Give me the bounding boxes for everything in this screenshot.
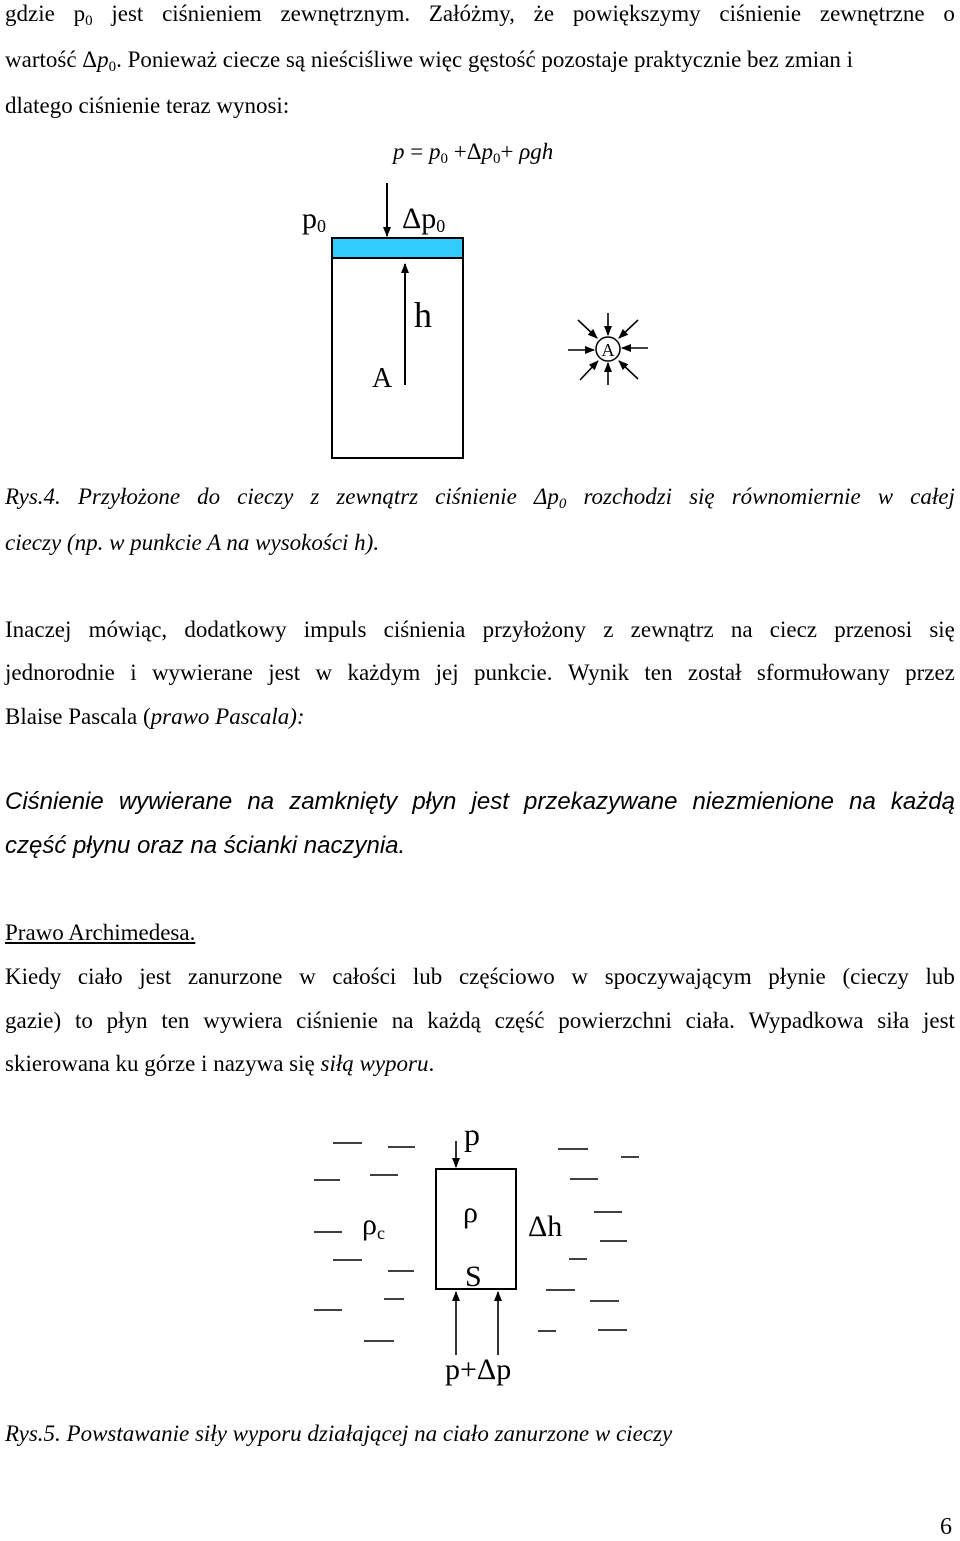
word: spoczywającym bbox=[604, 964, 752, 989]
word: jest bbox=[111, 1, 144, 26]
para-2-line-1 bbox=[5, 616, 955, 644]
point-a-label: A bbox=[372, 363, 393, 394]
sym: p bbox=[481, 139, 493, 164]
word: powierzchni bbox=[558, 1008, 672, 1033]
sym: gh bbox=[530, 139, 554, 164]
word: płyn bbox=[106, 1008, 148, 1033]
word: się bbox=[929, 617, 955, 642]
p-top-label: p bbox=[464, 1116, 480, 1152]
word: impuls bbox=[303, 617, 367, 642]
word: płynie bbox=[768, 964, 826, 989]
word: zanurzone bbox=[187, 964, 283, 989]
text: cieczy (np. w punkcie A na wysokości h). bbox=[5, 530, 380, 555]
figure-4-pascal-vessel bbox=[0, 170, 960, 470]
word: dodatkowy bbox=[184, 617, 287, 642]
word: płyn bbox=[412, 788, 457, 815]
sym: p bbox=[428, 139, 441, 164]
vessel-walls bbox=[332, 258, 463, 458]
word: jej bbox=[435, 660, 459, 685]
word: jest bbox=[922, 1008, 955, 1033]
word: w bbox=[571, 964, 589, 989]
word: mówiąc, bbox=[88, 617, 168, 642]
text: Blaise Pascala ( bbox=[5, 704, 151, 729]
word: każdą bbox=[890, 788, 955, 815]
figure-4-caption-line-1 bbox=[5, 483, 955, 511]
word: Kiedy bbox=[5, 964, 62, 989]
archimedes-line-1 bbox=[5, 963, 955, 991]
word: siła bbox=[877, 1008, 910, 1033]
intro-line-3 bbox=[5, 92, 955, 120]
word: Inaczej bbox=[5, 617, 72, 642]
sym: = bbox=[404, 139, 429, 164]
word: na bbox=[849, 788, 876, 815]
text: p bbox=[97, 47, 109, 72]
word: ten bbox=[161, 1008, 190, 1033]
text: dlatego ciśnienie teraz wynosi: bbox=[5, 93, 290, 118]
word: zewnętrznym. bbox=[280, 1, 411, 26]
rho-c-label: ρc bbox=[362, 1208, 385, 1243]
arrow-icon bbox=[619, 320, 638, 338]
delta-h-label: Δh bbox=[528, 1210, 563, 1243]
word: na bbox=[247, 788, 275, 815]
word: i bbox=[130, 660, 137, 685]
liquid-surface-dashes bbox=[314, 1143, 639, 1341]
word: równomiernie bbox=[731, 484, 861, 509]
text: . Ponieważ ciecze są nieściśliwe więc gęstość pozostaje praktycznie bez zmian i bbox=[116, 47, 854, 72]
word: na bbox=[391, 1008, 414, 1033]
text: Prawo Archimedesa. bbox=[5, 920, 196, 945]
para-2-line-2 bbox=[5, 659, 955, 687]
word: jest bbox=[268, 660, 301, 685]
text: skierowana ku górze i nazywa się bbox=[5, 1051, 321, 1076]
word: $\Delta p_0$ bbox=[533, 484, 567, 512]
p-bottom-label: p+Δp bbox=[445, 1353, 512, 1386]
word: wywierane bbox=[118, 788, 233, 815]
word: ciśnieniem bbox=[162, 1, 262, 26]
word: każdym bbox=[347, 660, 421, 685]
sym: p bbox=[393, 139, 405, 164]
word: został bbox=[687, 660, 742, 685]
word: się bbox=[689, 484, 715, 509]
word: ciśnienie bbox=[719, 1, 802, 26]
word: że bbox=[533, 1, 555, 26]
text: prawo Pascala): bbox=[150, 704, 305, 729]
p0-label: p0 bbox=[302, 202, 326, 236]
word: jest bbox=[139, 964, 172, 989]
word: Wynik bbox=[567, 660, 630, 685]
word: w bbox=[315, 660, 333, 685]
figure-5-buoyancy bbox=[0, 1110, 960, 1400]
word: Załóżmy, bbox=[428, 1, 515, 26]
word: punkcie. bbox=[473, 660, 553, 685]
word: ciśnienie bbox=[296, 1008, 378, 1033]
text: część płynu oraz na ścianki naczynia. bbox=[5, 832, 406, 859]
pascal-law-line-2 bbox=[5, 832, 955, 860]
arrow-icon bbox=[619, 361, 638, 379]
pressure-arrows-diagram bbox=[568, 313, 648, 385]
text: wartość Δ bbox=[5, 47, 98, 72]
rho-label: ρ bbox=[463, 1196, 478, 1229]
word: z bbox=[310, 484, 320, 509]
word: gdzie bbox=[5, 1, 55, 26]
arrow-icon bbox=[578, 320, 597, 338]
page-number: 6 bbox=[940, 1514, 952, 1540]
word: lub bbox=[412, 964, 443, 989]
archimedes-line-3 bbox=[5, 1050, 955, 1078]
sym: ρ bbox=[519, 139, 531, 164]
text: . bbox=[428, 1051, 435, 1076]
word: każdą bbox=[427, 1008, 481, 1033]
word: lub bbox=[925, 964, 955, 989]
word: ciało bbox=[77, 964, 123, 989]
word: w bbox=[877, 484, 894, 509]
word: cieczy bbox=[237, 484, 294, 509]
intro-line-2 bbox=[5, 46, 955, 74]
word: niezmienione bbox=[692, 788, 834, 815]
archimedes-heading bbox=[5, 919, 195, 947]
pascal-law-line-1 bbox=[5, 788, 955, 816]
word: przekazywane bbox=[524, 788, 678, 815]
figure-4-caption-line-2 bbox=[5, 529, 955, 557]
sub: 0 bbox=[493, 151, 501, 167]
area-s-label: S bbox=[465, 1260, 482, 1293]
word: zewnątrz bbox=[630, 617, 714, 642]
intro-line-1 bbox=[5, 0, 955, 28]
word: Wypadkowa bbox=[748, 1008, 864, 1033]
word: jest bbox=[471, 788, 509, 815]
word: Ciśnienie bbox=[5, 788, 104, 815]
word: jednorodnie bbox=[5, 660, 115, 685]
word: przyłożony bbox=[482, 617, 587, 642]
word: z bbox=[603, 617, 614, 642]
word: część bbox=[494, 1008, 545, 1033]
word: wywierane bbox=[151, 660, 253, 685]
sym: +Δ bbox=[447, 139, 482, 164]
word: częściowo bbox=[458, 964, 555, 989]
word: $p_0$ bbox=[73, 1, 93, 29]
delta-p0-label: Δp0 bbox=[402, 202, 446, 236]
word: całej bbox=[910, 484, 955, 509]
circle-a-label: A bbox=[601, 340, 615, 360]
word: ciśnienia bbox=[383, 617, 466, 642]
word: ciśnienie bbox=[435, 484, 517, 509]
word: wywiera bbox=[203, 1008, 283, 1033]
word: do bbox=[197, 484, 221, 509]
word: o bbox=[943, 1, 955, 26]
word: ciała. bbox=[685, 1008, 735, 1033]
word: (cieczy bbox=[842, 964, 909, 989]
word: zamknięty bbox=[289, 788, 398, 815]
text: Rys.5. Powstawanie siły wyporu działającej na ciało zanurzone w cieczy bbox=[5, 1421, 673, 1446]
word: gazie) bbox=[5, 1008, 62, 1033]
sub: 0 bbox=[440, 151, 448, 167]
word: całości bbox=[332, 964, 397, 989]
word: sformułowany bbox=[756, 660, 890, 685]
piston bbox=[332, 238, 463, 258]
h-label: h bbox=[414, 295, 432, 335]
word: w bbox=[299, 964, 316, 989]
word: przenosi bbox=[834, 617, 913, 642]
subscript: 0 bbox=[108, 59, 117, 75]
arrow-icon bbox=[580, 361, 598, 380]
word: ten bbox=[644, 660, 673, 685]
archimedes-line-2 bbox=[5, 1007, 955, 1035]
word: przez bbox=[905, 660, 955, 685]
word: to bbox=[74, 1008, 93, 1033]
text: siłą wyporu bbox=[320, 1051, 429, 1076]
word: Rys.4. bbox=[5, 484, 61, 509]
word: zewnątrz bbox=[336, 484, 419, 509]
pressure-formula bbox=[393, 138, 553, 166]
word: rozchodzi bbox=[583, 484, 673, 509]
word: Przyłożone bbox=[77, 484, 181, 509]
sym: + bbox=[500, 139, 520, 164]
word: ciecz bbox=[769, 617, 818, 642]
para-2-line-3 bbox=[5, 703, 955, 731]
word: na bbox=[730, 617, 753, 642]
word: zewnętrzne bbox=[819, 1, 925, 26]
figure-5-caption bbox=[5, 1420, 955, 1448]
word: powiększymy bbox=[572, 1, 701, 26]
